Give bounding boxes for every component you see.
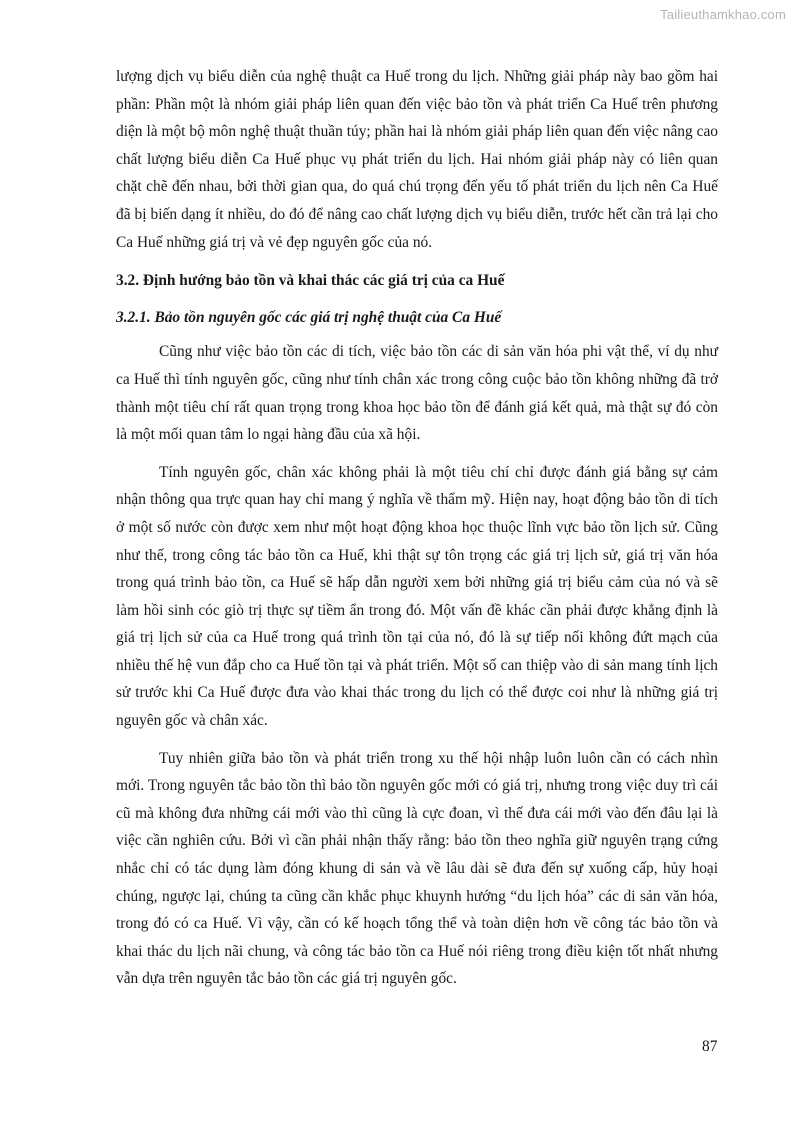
body-paragraph-1: Cũng như việc bảo tồn các di tích, việc bảo tồn các di sản văn hóa phi vật thể, ví dụ như ca Huế thì tính nguyên gốc, cũng như tính chân xác trong công cuộc bảo tồn không những đã trở thành một tiêu chí rất quan trọng trong khoa học bảo tồn để đánh giá kết quả, mà thật sự đó còn là một mối quan tâm lo ngại hàng đầu của xã hội.: [116, 343, 718, 444]
page-number: 87: [702, 1038, 718, 1055]
site-watermark: Tailieuthamkhao.com: [660, 7, 786, 22]
subsection-heading-3-2-1: 3.2.1. Bảo tồn nguyên gốc các giá trị nghệ thuật của Ca Huế: [116, 308, 502, 326]
body-paragraph-3: Tuy nhiên giữa bảo tồn và phát triển trong xu thế hội nhập luôn luôn cần có cách nhìn mới. Trong nguyên tắc bảo tồn thì bảo tồn nguyên gốc mới có giá trị, nhưng trong việc duy trì cái cũ mà không đưa những cái mới vào thì cũng là cực đoan, vì thế đưa cái mới vào đến đâu lại là việc cần nghiên cứu. Bởi vì cần phải nhận thấy rằng: bảo tồn theo nghĩa giữ nguyên trạng cứng nhắc chỉ có tác dụng làm đóng khung di sản và về lâu dài sẽ đưa đến sự xuống cấp, hủy hoại chúng, ngược lại, chúng ta cũng cần khắc phục khuynh hướng “du lịch hóa” các di sản văn hóa, trong đó có ca Huế. Vì vậy, cần có kế hoạch tổng thể và toàn diện hơn về công tác bảo tồn và khai thác du lịch nãi chung, và công tác bảo tồn ca Huế nói riêng trong điều kiện tốt nhất nhưng vẫn dựa trên nguyên tắc bảo tồn các giá trị nguyên gốc.: [116, 749, 718, 988]
intro-paragraph: lượng dịch vụ biểu diễn của nghệ thuật ca Huế trong du lịch. Những giải pháp này bao gồm hai phần: Phần một là nhóm giải pháp liên quan đến việc bảo tồn và phát triển Ca Huế trên phương diện là một bộ môn nghệ thuật thuần túy; phần hai là nhóm giải pháp liên quan đến việc nâng cao chất lượng biểu diễn Ca Huế phục vụ phát triển du lịch. Hai nhóm giải pháp này có liên quan chặt chẽ đến nhau, bởi thời gian qua, do quá chú trọng đến yếu tố phát triển du lịch nên Ca Huế đã bị biến dạng ít nhiều, do đó để nâng cao chất lượng dịch vụ biểu diễn, trước hết cần trả lại cho Ca Huế những giá trị và vẻ đẹp nguyên gốc của nó.: [116, 68, 718, 251]
document-page: [116, 63, 718, 993]
body-paragraph-2: Tính nguyên gốc, chân xác không phải là một tiêu chí chỉ được đánh giá bằng sự cảm nhận thông qua trực quan hay chỉ mang ý nghĩa về thẩm mỹ. Hiện nay, hoạt động bảo tồn di tích ở một số nước còn được xem như một hoạt động khoa học thuộc lĩnh vực bảo tồn lịch sử. Cũng như thế, trong công tác bảo tồn ca Huế, khi thật sự tôn trọng các giá trị lịch sử, giá trị văn hóa trong quá trình bảo tồn, ca Huế sẽ hấp dẫn người xem bởi những giá trị biểu cảm của nó và sẽ làm hồi sinh cóc giò trị thực sự tiềm ẩn trong đó. Một vấn đề khác cần phải được khẳng định là giá trị lịch sử của ca Huế trong quá trình tồn tại của nó, đó là sự tiếp nối không đứt mạch của nhiều thế hệ vun đắp cho ca Huế tồn tại và phát triển. Một số can thiệp vào di sản mang tính lịch sử trước khi Ca Huế được đưa vào khai thác trong du lịch có thể được coi như là những giá trị nguyên gốc và chân xác.: [116, 463, 718, 730]
section-heading-3-2: 3.2. Định hướng bảo tồn và khai thác các giá trị của ca Huế: [116, 272, 505, 290]
